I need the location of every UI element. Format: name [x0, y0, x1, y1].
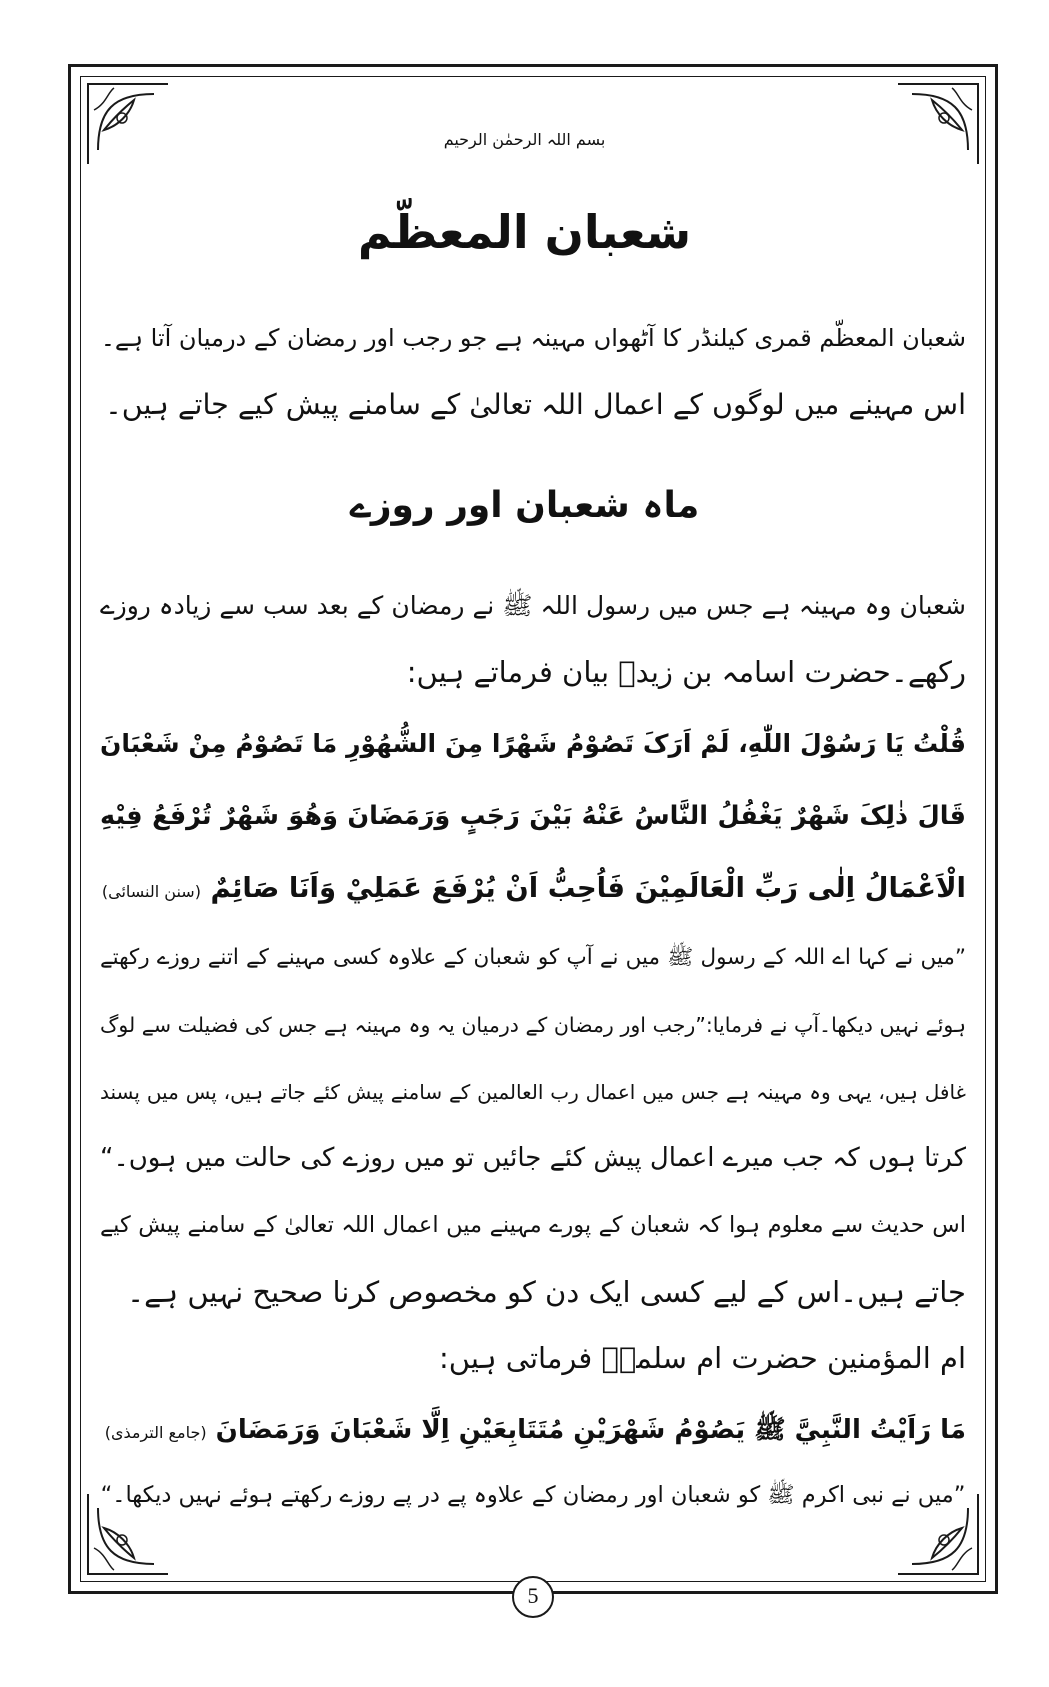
hadith-arabic-text: الْاَعْمَالُ اِلٰى رَبِّ الْعَالَمِيْنَ فَاُحِبُّ اَنْ يُرْفَعَ عَمَلِيْ وَاَنَا صَائِمٌ [210, 872, 966, 904]
translation-line: کرتا ہوں کہ جب میرے اعمال پیش کئے جائیں تو میں روزے کی حالت میں ہوں۔“ [100, 1143, 966, 1173]
hadith-arabic-text: مَا رَاَيْتُ النَّبِيَّ ﷺ يَصُوْمُ شَهْرَيْنِ مُتَتَابِعَيْنِ اِلَّا شَعْبَانَ وَرَمَضَانَ [215, 1415, 966, 1445]
page-number: 5 [512, 1576, 554, 1618]
translation-line: ”میں نے کہا اے اللہ کے رسول ﷺ میں نے آپ کو شعبان کے علاوہ کسی مہینے کے اتنے روزے رکھتے [100, 945, 966, 970]
translation-line: ہوئے نہیں دیکھا۔آپ نے فرمایا:”رجب اور رمضان کے درمیان یہ وہ مہینہ ہے جس کی فضیلت سے لوگ [100, 1013, 966, 1037]
intro-line: شعبان المعظّم قمری کیلنڈر کا آٹھواں مہینہ ہے جو رجب اور رمضان کے درمیان آتا ہے۔ [100, 324, 966, 352]
paragraph-line: شعبان وہ مہینہ ہے جس میں رسول اللہ ﷺ نے رمضان کے بعد سب سے زیادہ روزے [100, 591, 966, 620]
hadith-arabic-line: قُلْتُ يَا رَسُوْلَ اللّٰهِ، لَمْ اَرَکَ تَصُوْمُ شَهْرًا مِنَ الشُّهُوْرِ مَا تَصُوْمُ مِنْ شَعْبَانَ [100, 729, 966, 758]
corner-ornament-icon [898, 80, 982, 164]
paragraph-line: رکھے۔حضرت اسامہ بن زیدؓ بیان فرماتے ہیں: [406, 655, 966, 689]
hadith-arabic-line: قَالَ ذٰلِکَ شَهْرٌ يَغْفُلُ النَّاسُ عَنْهُ بَيْنَ رَجَبٍ وَرَمَضَانَ وَهُوَ شَهْرٌ تُرْفَعُ فِيْهِ [100, 801, 966, 831]
paragraph-line: اس حدیث سے معلوم ہوا کہ شعبان کے پورے مہینے میں اعمال اللہ تعالیٰ کے سامنے پیش کیے [100, 1212, 966, 1238]
corner-ornament-icon [84, 80, 168, 164]
translation-line: ”میں نے نبی اکرم ﷺ کو شعبان اور رمضان کے علاوہ پے در پے روزے رکھتے ہوئے نہیں دیکھا۔“ [100, 1482, 966, 1508]
translation-line: غافل ہیں، یہی وہ مہینہ ہے جس میں اعمال رب العالمین کے سامنے پیش کئے جاتے ہیں، پس میں پسند [100, 1080, 966, 1104]
hadith-reference: (سنن النسائی) [101, 882, 201, 901]
bismillah-heading: بسم اللہ الرحمٰن الرحیم [443, 130, 606, 149]
paragraph-line: ام المؤمنین حضرت ام سلمہؓ فرماتی ہیں: [439, 1341, 966, 1375]
intro-line: اس مہینے میں لوگوں کے اعمال اللہ تعالیٰ کے سامنے پیش کیے جاتے ہیں۔ [105, 388, 966, 421]
page-title: شعبان المعظّم [357, 205, 692, 259]
hadith-arabic-line [100, 1410, 966, 1453]
hadith-reference: (جامع الترمذی) [104, 1423, 207, 1442]
paragraph-line: جاتے ہیں۔اس کے لیے کسی ایک دن کو مخصوص کرنا صحیح نہیں ہے۔ [127, 1275, 966, 1309]
hadith-arabic-line [100, 868, 966, 912]
section-heading: ماہ شعبان اور روزے [349, 485, 700, 526]
